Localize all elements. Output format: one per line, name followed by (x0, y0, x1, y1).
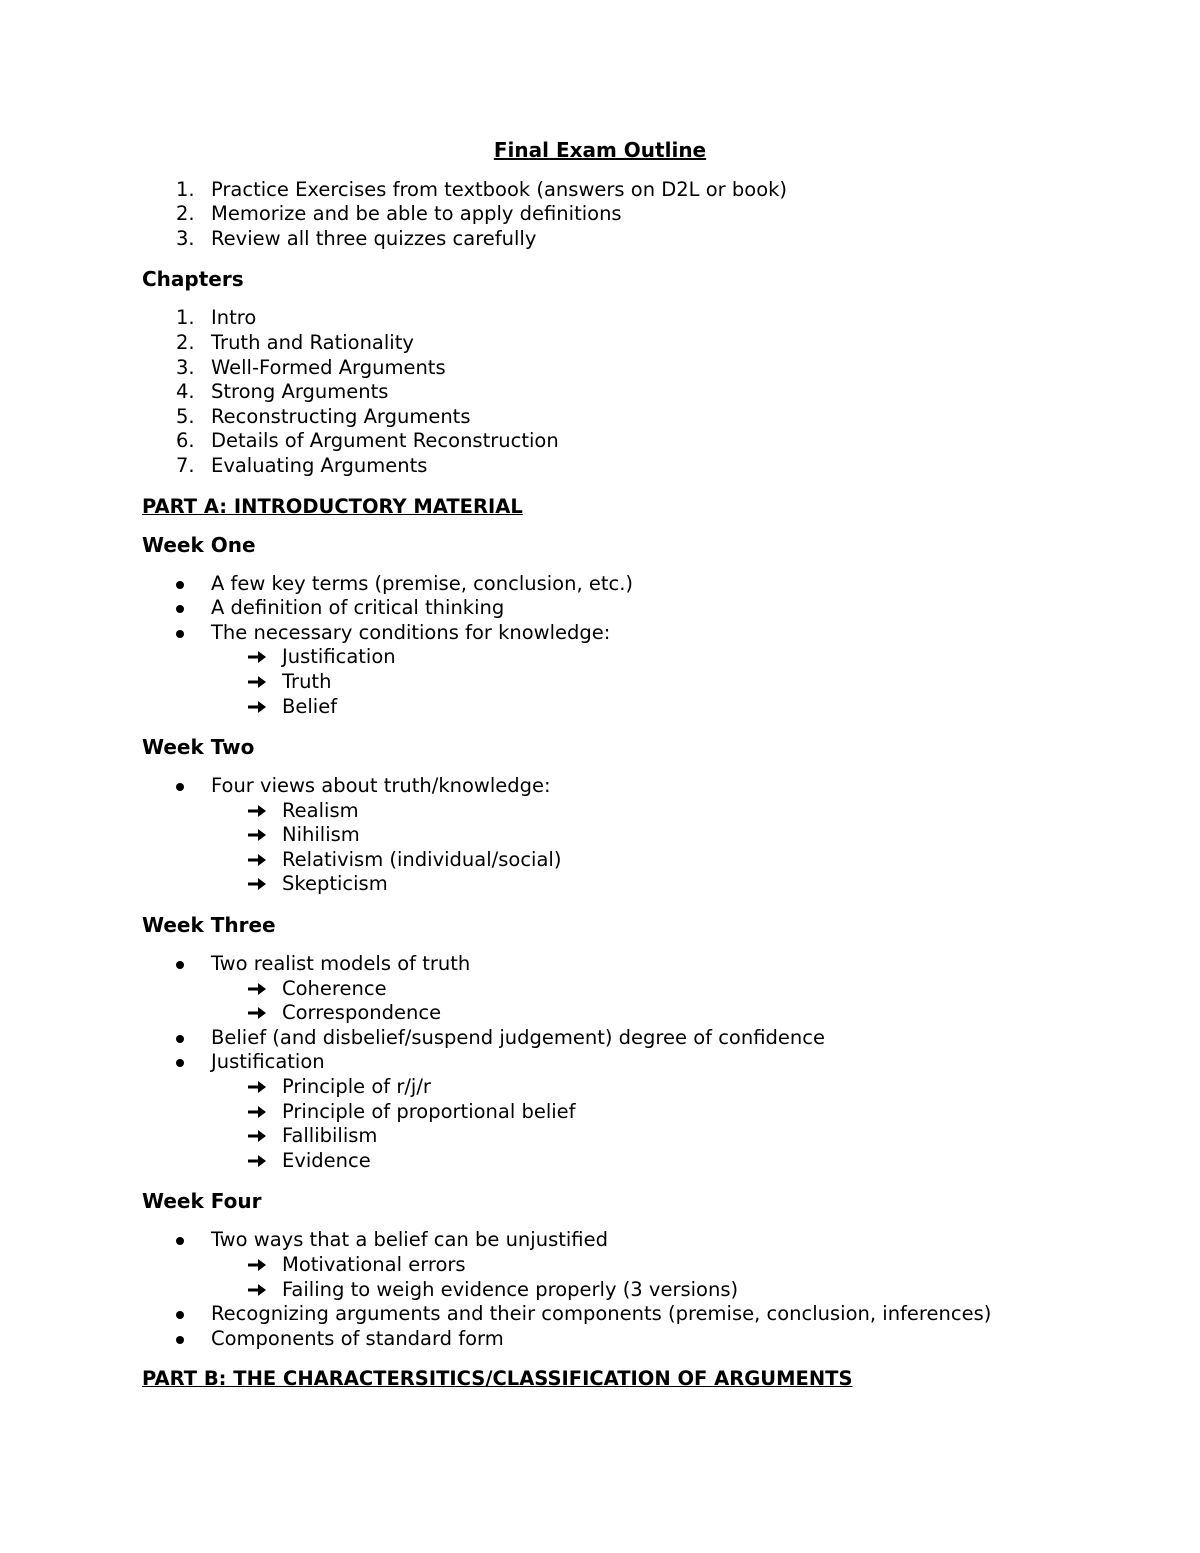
list-item: A definition of critical thinking (142, 596, 1062, 621)
sub-list-item: Fallibilism (142, 1124, 1062, 1149)
week-heading: Week Two (142, 735, 255, 760)
bullet-icon (176, 1059, 184, 1067)
arrow-right-icon (247, 1104, 267, 1120)
sub-list (142, 645, 1062, 719)
page-title: Final Exam Outline (493, 138, 707, 162)
list-item: 4. Strong Arguments (176, 380, 389, 404)
list-item: Justification Principle of r/j/r Principle of proportional belief Fallibilism Evidence (142, 1050, 1062, 1173)
sub-list-item: Relativism (individual/social) (142, 848, 1062, 873)
chapters-list (142, 306, 1062, 478)
arrow-right-icon (247, 649, 267, 665)
bullet-icon (176, 1035, 184, 1043)
list-item: 2. Truth and Rationality (176, 330, 414, 354)
sub-list-item: Truth (142, 670, 1062, 695)
part-a-heading: PART A: INTRODUCTORY MATERIAL (142, 494, 523, 518)
week-heading: Week Three (142, 913, 276, 938)
list-item: A few key terms (premise, conclusion, etc.) (142, 572, 1062, 597)
chapters-heading: Chapters (142, 267, 244, 292)
list-item: 2. Memorize and be able to apply definitions (176, 202, 622, 226)
sub-list-item: Nihilism (142, 823, 1062, 848)
title-wrap (142, 138, 1058, 163)
sub-list-item: Realism (142, 799, 1062, 824)
sub-list-item: Motivational errors (142, 1253, 1062, 1278)
bullet-icon (176, 1336, 184, 1344)
arrow-right-icon (247, 827, 267, 843)
sub-list-item: Evidence (142, 1149, 1062, 1174)
sub-list (142, 1075, 1062, 1173)
document-content (142, 138, 1062, 1405)
bullet-icon (176, 630, 184, 638)
arrow-right-icon (247, 699, 267, 715)
bullet-icon (176, 783, 184, 791)
arrow-right-icon (247, 1153, 267, 1169)
week-heading: Week One (142, 532, 256, 557)
list-item: Two ways that a belief can be unjustified Motivational errors Failing to weigh evidence properly (3 versions) (142, 1228, 1062, 1302)
list-item: Components of standard form (142, 1327, 1062, 1352)
arrow-right-icon (247, 674, 267, 690)
intro-list (142, 178, 1062, 252)
arrow-right-icon (247, 1005, 267, 1021)
list-item: Four views about truth/knowledge: Realism Nihilism Relativism (individual/social) Skepticism (142, 774, 1062, 897)
arrow-right-icon (247, 876, 267, 892)
sub-list (142, 977, 1062, 1026)
part-b-heading: PART B: THE CHARACTERSITICS/CLASSIFICATION OF ARGUMENTS (142, 1367, 853, 1391)
list-item: 5. Reconstructing Arguments (176, 404, 471, 428)
bullet-icon (176, 581, 184, 589)
sub-list-item: Correspondence (142, 1001, 1062, 1026)
list-item: 3. Well-Formed Arguments (176, 355, 446, 379)
arrow-right-icon (247, 981, 267, 997)
list-item: Two realist models of truth Coherence Correspondence (142, 952, 1062, 1026)
arrow-right-icon (247, 1257, 267, 1273)
list-item: 1. Intro (176, 306, 257, 330)
bullet-icon (176, 605, 184, 613)
arrow-right-icon (247, 803, 267, 819)
bullet-icon (176, 961, 184, 969)
list-item: 6. Details of Argument Reconstruction (176, 429, 559, 453)
sub-list-item: Justification (142, 645, 1062, 670)
week-four-list (142, 1228, 1062, 1351)
sub-list-item: Belief (142, 695, 1062, 720)
sub-list (142, 1253, 1062, 1302)
week-two-list (142, 774, 1062, 897)
list-item: Recognizing arguments and their components (premise, conclusion, inferences) (142, 1302, 1062, 1327)
list-item: 3. Review all three quizzes carefully (176, 226, 537, 250)
week-one-list (142, 572, 1062, 720)
bullet-icon (176, 1237, 184, 1245)
sub-list-item: Principle of r/j/r (142, 1075, 1062, 1100)
arrow-right-icon (247, 1128, 267, 1144)
list-item: Belief (and disbelief/suspend judgement) degree of confidence (142, 1026, 1062, 1051)
week-heading: Week Four (142, 1189, 262, 1214)
sub-list (142, 799, 1062, 897)
sub-list-item: Principle of proportional belief (142, 1100, 1062, 1125)
sub-list-item: Skepticism (142, 872, 1062, 897)
list-item: 7. Evaluating Arguments (176, 453, 428, 477)
sub-list-item: Coherence (142, 977, 1062, 1002)
list-item: The necessary conditions for knowledge: Justification Truth Belief (142, 621, 1062, 719)
arrow-right-icon (247, 852, 267, 868)
bullet-icon (176, 1311, 184, 1319)
list-item: 1. Practice Exercises from textbook (answers on D2L or book) (176, 177, 788, 201)
week-three-list (142, 952, 1062, 1173)
arrow-right-icon (247, 1079, 267, 1095)
sub-list-item: Failing to weigh evidence properly (3 versions) (142, 1278, 1062, 1303)
arrow-right-icon (247, 1282, 267, 1298)
